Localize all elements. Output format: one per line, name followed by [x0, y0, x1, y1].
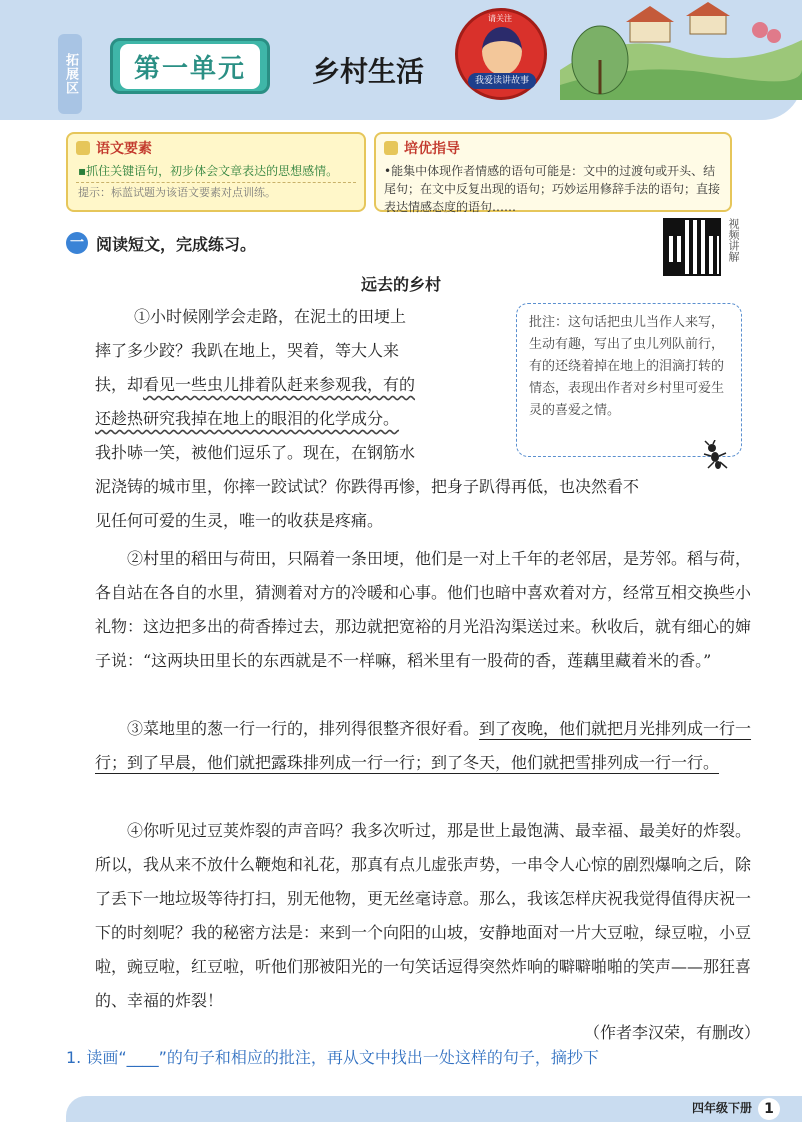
p1-line5: 我扑哧一笑，被他们逗乐了。现在，在钢筋水	[95, 443, 416, 462]
guidance-title: 培优指导	[404, 141, 460, 157]
guidance-box	[374, 132, 732, 212]
article-author: （作者李汉荣，有删改）	[583, 1023, 760, 1042]
ant-icon	[700, 440, 730, 470]
page-number: 1	[758, 1098, 780, 1120]
paragraph-2: ②村里的稻田与荷田，只隔着一条田埂，他们是一对上千年的老邻居，是芳邻。稻与荷，各自站在各自的水里，猜测着对方的冷暖和心事。他们也暗中喜欢着对方，经常互相交换些小礼物：这边把多出的荷香捧过去，那边就把宽裕的月光沿沟渠送过来。秋收后，就有细心的婶子说：“这两块田里长的东西就是不一样嘛，稻米里有一股荷的香，莲藕里藏着米的香。”	[95, 549, 752, 670]
unit-title: 乡村生活	[312, 55, 425, 88]
annotation-note: 批注：这句话把虫儿当作人来写，生动有趣，写出了虫儿列队前行，有的还绕着掉在地上的泪滴打转的情态，表现出作者对乡村里可爱生灵的喜爱之情。	[516, 303, 742, 457]
unit-badge	[110, 38, 270, 94]
paragraph-3	[95, 712, 755, 780]
qr-code-icon[interactable]	[663, 218, 721, 276]
village-landscape-illustration	[560, 0, 802, 100]
p1-line1: ①小时候刚学会走路，在泥土的田埂上	[134, 307, 407, 326]
language-elements-box	[66, 132, 366, 212]
logo-top-text: 请关注	[488, 14, 512, 23]
guidance-header	[376, 134, 730, 162]
p1-underlined-b: 还趁热研究我掉在地上的眼泪的化学成分。	[95, 409, 400, 428]
book-icon	[76, 141, 90, 155]
qr-caption: 视频讲解	[727, 218, 740, 262]
language-elements-header	[68, 134, 364, 162]
p1-line2: 摔了多少跤？我趴在地上，哭着，等大人来	[95, 341, 400, 360]
section-title: 阅读短文，完成练习。	[96, 235, 257, 254]
p3-plain: ③菜地里的葱一行一行的，排列得很整齐很好看。	[127, 719, 480, 738]
side-tag: 拓展区	[58, 34, 82, 114]
section-number: 一	[66, 232, 88, 254]
pencil-icon	[384, 141, 398, 155]
language-elements-text: ▪抓住关键语句，初步体会文章表达的思想感情。	[78, 164, 339, 178]
language-elements-title: 语文要素	[96, 141, 152, 157]
logo-bottom-text: 我爱读讲故事	[468, 73, 536, 89]
question-1: 1. 读画“____”的句子和相应的批注，再从文中找出一处这样的句子，摘抄下	[66, 1048, 599, 1067]
footer-grade: 四年级下册	[691, 1101, 752, 1115]
p1-line4	[95, 402, 515, 436]
paragraph-4: ④你听见过豆荚炸裂的声音吗？我多次听过，那是世上最饱满、最幸福、最美好的炸裂。所以，我从来不放什么鞭炮和礼花，那真有点儿虚张声势，一串令人心惊的剧烈爆响之后，除了丢下一地垃圾等待打扫，别无他物，更无丝毫诗意。那么，我该怎样庆祝我觉得值得庆祝一下的时刻呢？我的秘密方法是：来到一个向阳的山坡，安静地面对一片大豆啦，绿豆啦，小豆啦，豌豆啦，红豆啦，听他们那被阳光的一句笑话逗得突然炸响的噼噼啪啪的笑声——那狂喜的、幸福的炸裂！	[95, 821, 752, 1010]
p1-line6: 泥浇铸的城市里，你摔一跤试试？你跌得再惨，把身子趴得再低，也决然看不	[95, 477, 640, 496]
storyteller-face-icon	[482, 27, 522, 75]
p1-line3	[95, 368, 515, 402]
article-title: 远去的乡村	[360, 275, 441, 294]
unit-badge-label: 第一单元	[120, 44, 260, 89]
language-elements-hint: 提示：标蓝试题为该语文要素对点训练。	[76, 182, 356, 203]
p1-line7: 见任何可爱的生灵，唯一的收获是疼痛。	[95, 511, 384, 530]
guidance-text: •能集中体现作者情感的语句可能是：文中的过渡句或开头、结尾句；在文中反复出现的语句；巧妙运用修辞手法的语句；直接表达情感态度的语句……	[384, 164, 721, 214]
p3-underlined: 到了夜晚，他们就把月光排列成一行一行；到了早晨，他们就把露珠排列成一行一行；到了冬天，他们就把雪排列成一行一行。	[95, 719, 752, 772]
p1-line3-plain: 扶，却	[95, 375, 144, 394]
storyteller-logo[interactable]	[455, 8, 547, 100]
p1-underlined-a: 看见一些虫儿排着队赶来参观我，有的	[143, 375, 416, 394]
